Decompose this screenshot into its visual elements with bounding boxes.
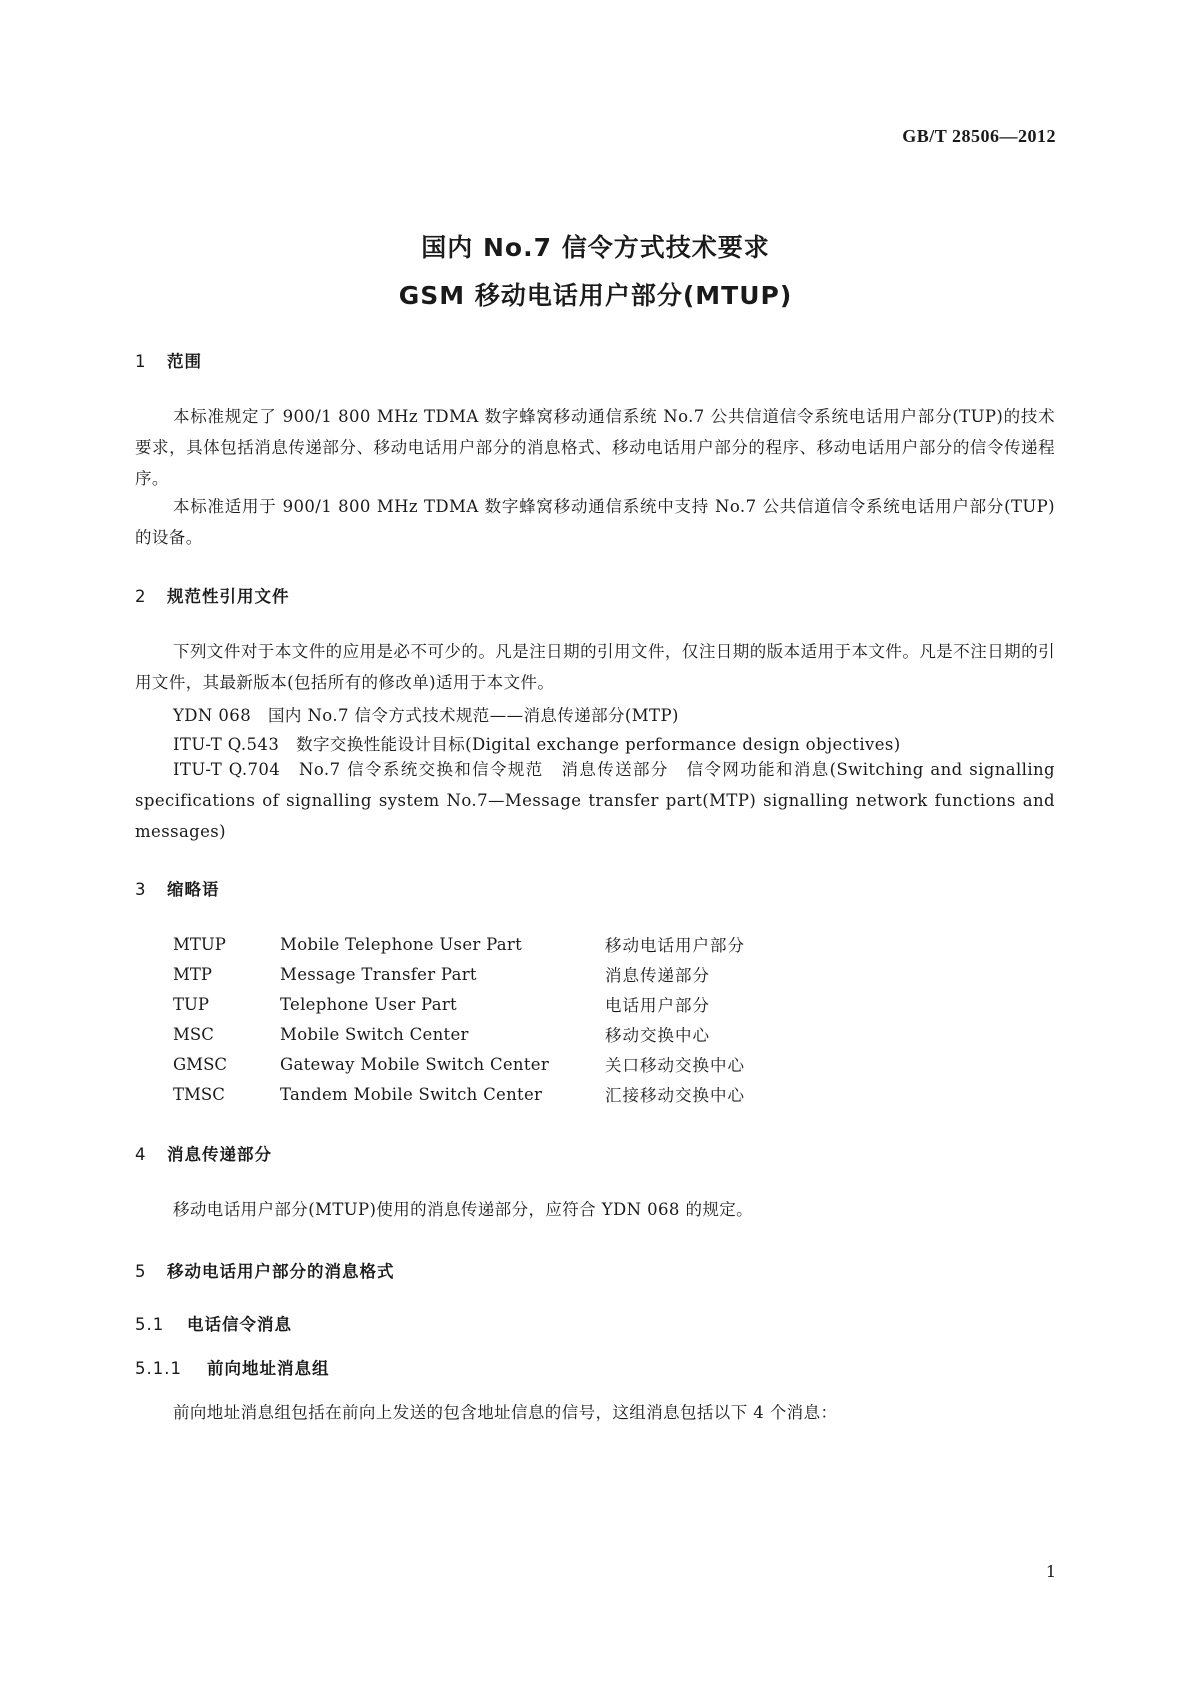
section-number: 4: [135, 1145, 147, 1164]
abbreviation-row: [173, 959, 745, 989]
abbreviation-row: [173, 1019, 745, 1049]
abbreviation: TMSC: [173, 1084, 225, 1104]
section-title: 范围: [167, 352, 202, 371]
abbreviation: MTP: [173, 964, 213, 984]
section-4-heading: [135, 1141, 272, 1165]
section-title: 电话信令消息: [187, 1315, 292, 1334]
section-number: 5.1: [135, 1315, 165, 1334]
section-number: 1: [135, 352, 147, 371]
section-4-paragraph-1: 移动电话用户部分(MTUP)使用的消息传递部分，应符合 YDN 068 的规定。: [173, 1200, 754, 1219]
section-5-1-heading: [135, 1311, 292, 1335]
abbreviation: MTUP: [173, 934, 226, 954]
section-title: 规范性引用文件: [167, 587, 290, 606]
section-title: 消息传递部分: [167, 1145, 272, 1164]
section-5-1-1-heading: [135, 1355, 330, 1379]
section-number: 5: [135, 1262, 147, 1281]
section-5-heading: [135, 1258, 395, 1282]
abbreviation-english: Telephone User Part: [280, 994, 457, 1014]
page-number: 1: [1045, 1562, 1056, 1581]
abbreviation-chinese: 关口移动交换中心: [605, 1056, 745, 1075]
document-title-line2: GSM 移动电话用户部分(MTUP): [398, 281, 793, 310]
section-number: 3: [135, 880, 147, 899]
abbreviation-english: Mobile Telephone User Part: [280, 934, 523, 954]
abbreviation: GMSC: [173, 1054, 228, 1074]
abbreviation-chinese: 电话用户部分: [605, 996, 710, 1015]
normative-reference-q543: ITU-T Q.543 数字交换性能设计目标(Digital exchange performance design objectives): [173, 735, 901, 754]
section-number: 5.1.1: [135, 1359, 182, 1378]
normative-reference-ydn068: YDN 068 国内 No.7 信令方式技术规范——消息传递部分(MTP): [173, 706, 679, 725]
section-1-heading: [135, 348, 202, 372]
section-3-heading: [135, 876, 220, 900]
section-2-paragraph-1: 下列文件对于本文件的应用是必不可少的。凡是注日期的引用文件，仅注日期的版本适用于本文件。凡是不注日期的引用文件，其最新版本(包括所有的修改单)适用于本文件。: [135, 642, 1055, 692]
section-title: 缩略语: [167, 880, 220, 899]
abbreviation-chinese: 移动电话用户部分: [605, 936, 745, 955]
abbreviation-chinese: 移动交换中心: [605, 1026, 710, 1045]
section-1-paragraph-2: 本标准适用于 900/1 800 MHz TDMA 数字蜂窝移动通信系统中支持 No.7 公共信道信令系统电话用户部分(TUP)的设备。: [135, 497, 1055, 547]
normative-reference-q704: ITU-T Q.704 No.7 信令系统交换和信令规范 消息传送部分 信令网功能和消息(Switching and signalling specifications of signalling system No.7—Message transfer part(MTP) signalling network functions and messages): [135, 760, 1055, 841]
section-2-heading: [135, 583, 290, 607]
abbreviation-row: [173, 1049, 745, 1079]
abbreviation-row: [173, 1079, 745, 1109]
section-5-1-1-paragraph-1: 前向地址消息组包括在前向上发送的包含地址信息的信号，这组消息包括以下 4 个消息：: [173, 1403, 838, 1422]
document-title-line1: 国内 No.7 信令方式技术要求: [421, 233, 770, 262]
abbreviation: TUP: [173, 994, 210, 1014]
abbreviation: MSC: [173, 1024, 214, 1044]
abbreviation-chinese: 消息传递部分: [605, 966, 710, 985]
section-title: 前向地址消息组: [207, 1359, 330, 1378]
abbreviation-english: Gateway Mobile Switch Center: [280, 1054, 550, 1074]
standard-code: GB/T 28506—2012: [902, 126, 1056, 146]
abbreviation-list: [173, 929, 745, 1109]
abbreviation-row: [173, 989, 745, 1019]
abbreviation-chinese: 汇接移动交换中心: [605, 1086, 745, 1105]
abbreviation-english: Message Transfer Part: [280, 964, 477, 984]
abbreviation-row: [173, 929, 745, 959]
section-1-paragraph-1: 本标准规定了 900/1 800 MHz TDMA 数字蜂窝移动通信系统 No.7 公共信道信令系统电话用户部分(TUP)的技术要求，具体包括消息传递部分、移动电话用户部分的消息格式、移动电话用户部分的程序、移动电话用户部分的信令传递程序。: [135, 407, 1055, 488]
abbreviation-english: Tandem Mobile Switch Center: [280, 1084, 543, 1104]
section-title: 移动电话用户部分的消息格式: [167, 1262, 395, 1281]
abbreviation-english: Mobile Switch Center: [280, 1024, 469, 1044]
section-number: 2: [135, 587, 147, 606]
